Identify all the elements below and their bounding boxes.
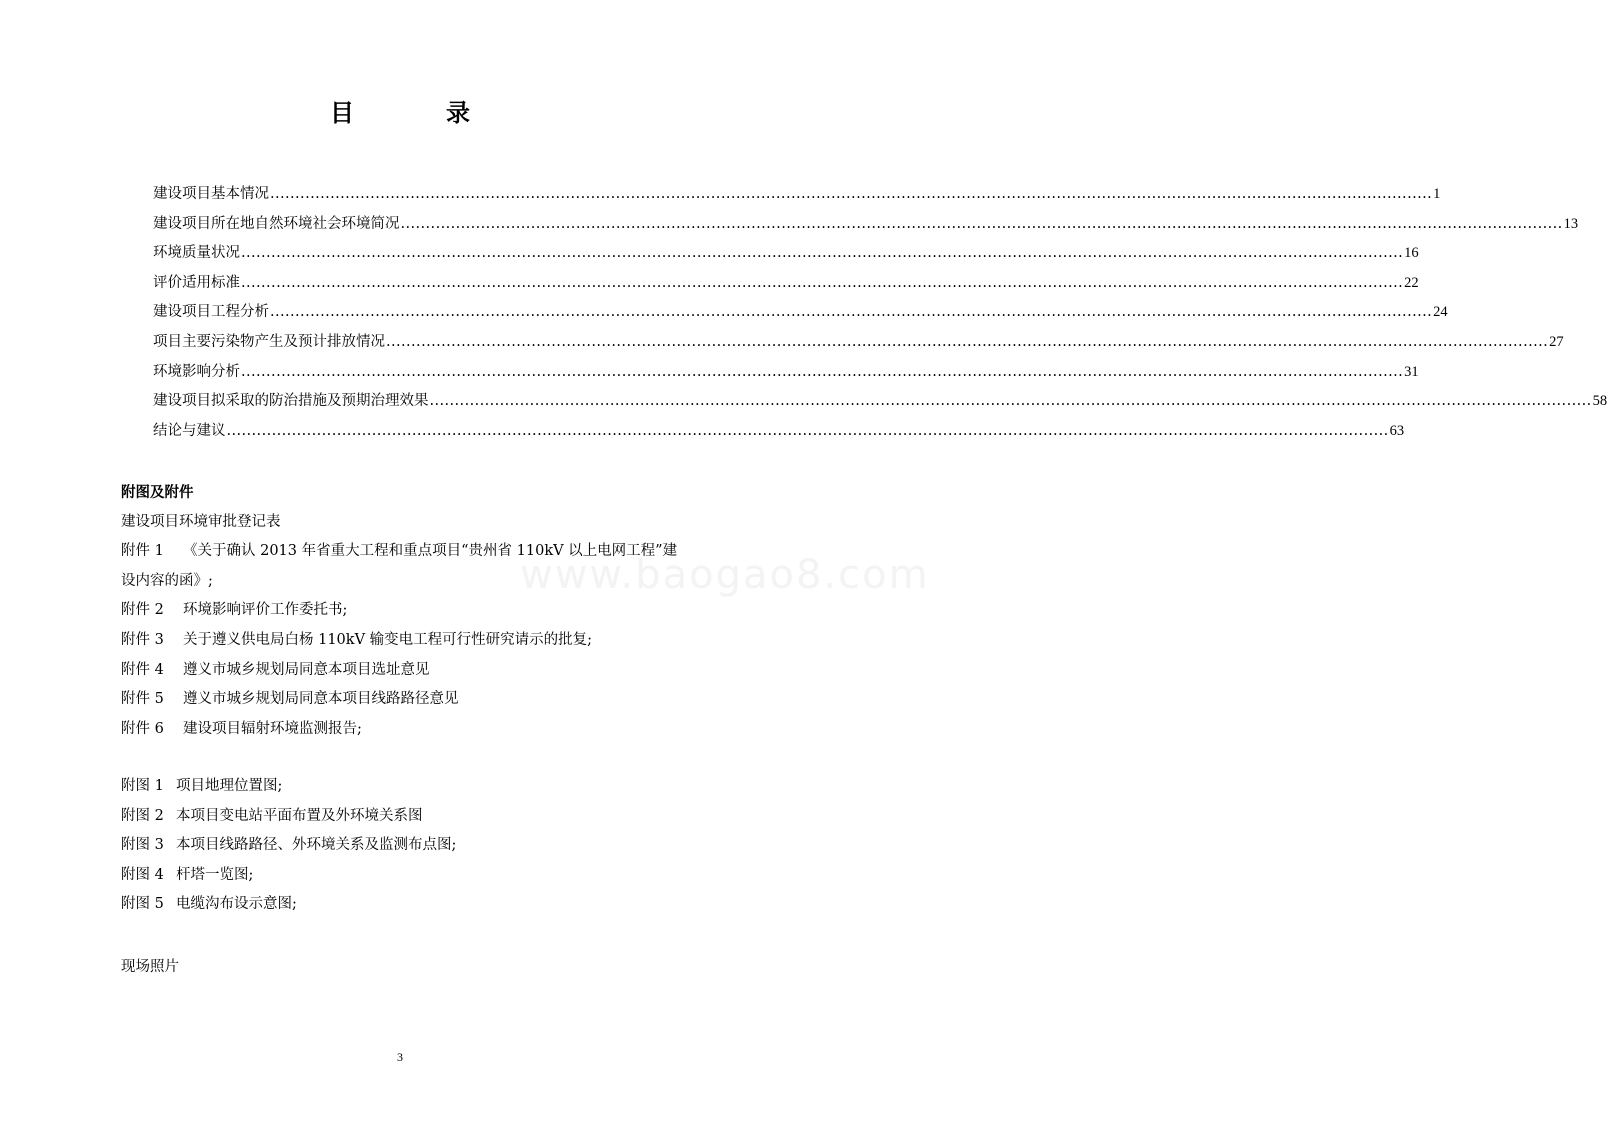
toc-entry[interactable] xyxy=(153,180,1441,210)
figure-text: 项目地理位置图; xyxy=(176,778,283,794)
toc-entry-label: 结论与建议 xyxy=(153,422,226,439)
figure-item xyxy=(121,772,691,802)
toc-leader-dots xyxy=(270,180,1432,210)
toc-entry-page: 58 xyxy=(1592,393,1607,410)
figures-section xyxy=(121,772,691,920)
watermark: www.baogao8.com xyxy=(520,552,930,598)
toc-entry-label: 建设项目工程分析 xyxy=(153,304,269,321)
toc-entry-page: 16 xyxy=(1404,245,1419,262)
attachment-text: 《关于确认 2013 年省重大工程和重点项目“贵州省 110kV 以上电网工程”建设内容的函》; xyxy=(121,543,678,589)
attachment-text: 环境影响评价工作委托书; xyxy=(183,602,348,619)
figure-text: 本项目变电站平面布置及外环境关系图 xyxy=(176,807,423,824)
figure-item xyxy=(121,861,691,891)
approval-register-item: 建设项目环境审批登记表 xyxy=(121,513,281,530)
page-number: 3 xyxy=(397,1050,403,1064)
attachment-key: 附件 4 xyxy=(121,661,164,678)
figure-key: 附图 1 xyxy=(121,778,164,794)
toc-entry-label: 项目主要污染物产生及预计排放情况 xyxy=(153,333,385,350)
attachment-text: 遵义市城乡规划局同意本项目选址意见 xyxy=(183,661,430,678)
toc-entry-label: 环境影响分析 xyxy=(153,363,240,380)
figure-item xyxy=(121,802,691,832)
toc-entry-label: 环境质量状况 xyxy=(153,245,240,262)
figure-key: 附图 5 xyxy=(121,896,164,913)
toc-leader-dots xyxy=(241,358,1403,388)
toc-leader-dots xyxy=(241,239,1403,269)
figure-text: 电缆沟布设示意图; xyxy=(176,896,297,913)
toc-entry[interactable] xyxy=(153,269,1419,299)
toc-entry-page: 31 xyxy=(1404,363,1419,380)
attachment-item xyxy=(121,715,691,745)
toc-entry-page: 13 xyxy=(1563,215,1579,232)
toc-entry-label: 建设项目基本情况 xyxy=(153,186,269,202)
attachment-text: 建设项目辐射环境监测报告; xyxy=(183,720,362,737)
attachment-item xyxy=(121,685,691,715)
attachment-key: 附件 3 xyxy=(121,631,164,648)
toc-entry-page: 27 xyxy=(1549,333,1564,350)
attachment-text: 关于遵义供电局白杨 110kV 输变电工程可行性研究请示的批复; xyxy=(183,631,593,648)
toc-leader-dots xyxy=(401,210,1563,240)
figure-item xyxy=(121,831,691,861)
figure-key: 附图 2 xyxy=(121,807,164,824)
attachment-item xyxy=(121,656,691,686)
site-photos-item: 现场照片 xyxy=(121,959,179,975)
attachment-key: 附件 6 xyxy=(121,720,164,737)
attachments-heading: 附图及附件 xyxy=(121,484,194,501)
toc-entry[interactable] xyxy=(153,417,1405,447)
toc-leader-dots xyxy=(270,298,1432,328)
attachments-section xyxy=(121,478,691,744)
toc-entry[interactable] xyxy=(153,387,1607,417)
toc-leader-dots xyxy=(386,328,1548,358)
toc-entry[interactable] xyxy=(153,328,1564,358)
toc-leader-dots xyxy=(430,387,1592,417)
toc-entry-page: 24 xyxy=(1433,304,1448,321)
toc-entry-page: 22 xyxy=(1404,274,1419,291)
attachment-key: 附件 2 xyxy=(121,602,164,619)
toc-entry[interactable] xyxy=(153,210,1579,240)
toc-entry-page: 1 xyxy=(1433,186,1441,202)
toc-entry-label: 评价适用标准 xyxy=(153,274,240,291)
table-of-contents xyxy=(153,180,1607,446)
figure-text: 杆塔一览图; xyxy=(176,866,254,883)
toc-entry-label: 建设项目拟采取的防治措施及预期治理效果 xyxy=(153,393,429,410)
toc-leader-dots xyxy=(227,417,1389,447)
toc-entry[interactable] xyxy=(153,239,1419,269)
figure-item xyxy=(121,890,691,920)
toc-entry-page: 63 xyxy=(1389,422,1405,439)
page-title: 目 录 xyxy=(330,98,504,127)
toc-entry[interactable] xyxy=(153,298,1448,328)
toc-entry[interactable] xyxy=(153,358,1419,388)
figure-text: 本项目线路路径、外环境关系及监测布点图; xyxy=(176,837,457,854)
attachment-item xyxy=(121,596,691,626)
attachment-key: 附件 1 xyxy=(121,543,164,560)
attachment-item xyxy=(121,626,691,656)
attachment-key: 附件 5 xyxy=(121,691,164,708)
toc-entry-label: 建设项目所在地自然环境社会环境简况 xyxy=(153,215,400,232)
figure-key: 附图 3 xyxy=(121,837,164,854)
figure-key: 附图 4 xyxy=(121,866,164,883)
toc-leader-dots xyxy=(241,269,1403,299)
attachment-text: 遵义市城乡规划局同意本项目线路路径意见 xyxy=(183,691,459,708)
